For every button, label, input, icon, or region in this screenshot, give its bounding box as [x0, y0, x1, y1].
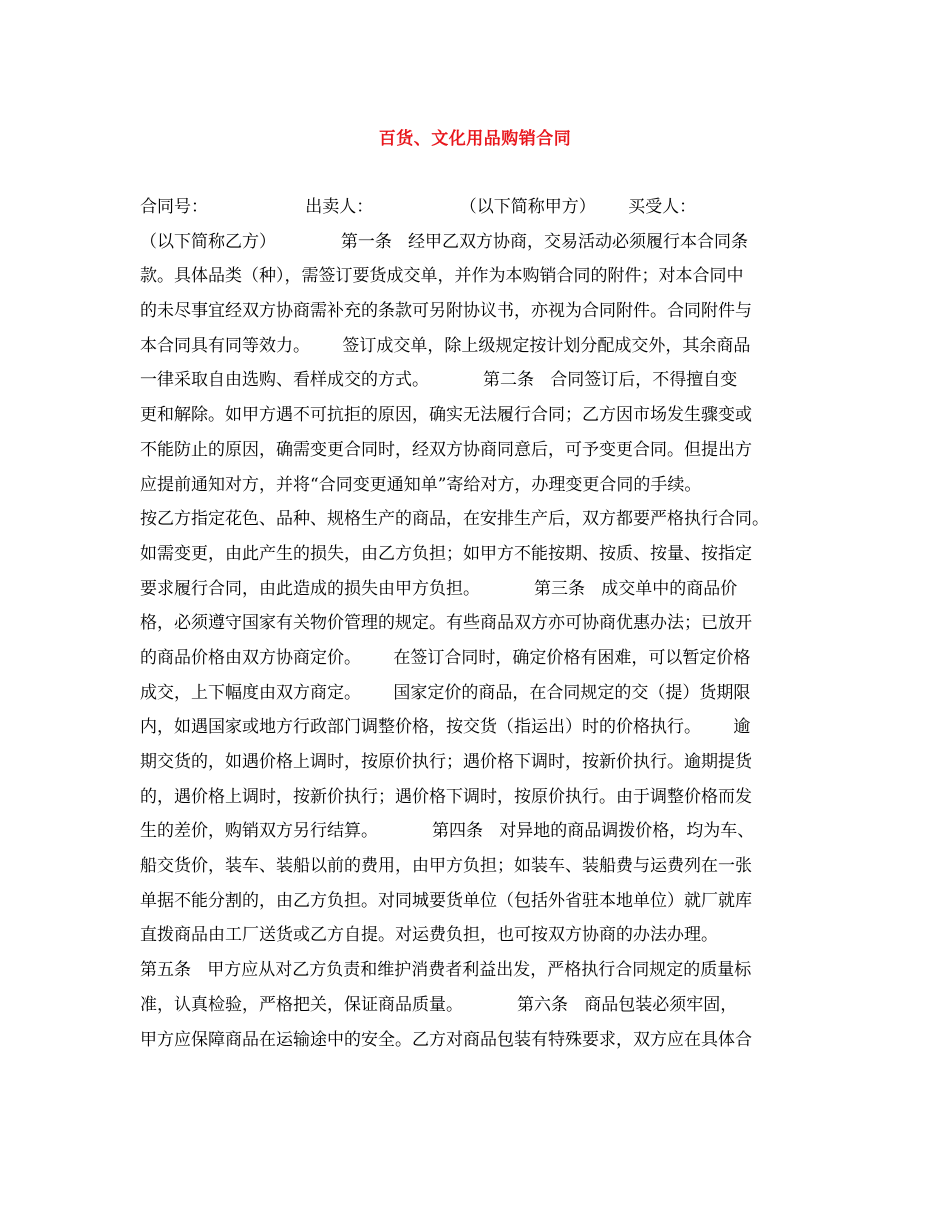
- text-line: 应提前通知对方，并将“合同变更通知单”寄给对方，办理变更合同的手续。: [140, 474, 702, 495]
- text-line: 如需变更，由此产生的损失，由乙方负担；如甲方不能按期、按质、按量、按指定: [140, 543, 752, 564]
- document-body: [140, 190, 820, 1057]
- text-line: 的商品价格由双方协商定价。 在签订合同时，确定价格有困难，可以暂定价格: [140, 647, 751, 668]
- document-title: 百货、文化用品购销合同: [378, 129, 572, 149]
- text-line: 期交货的，如遇价格上调时，按原价执行；遇价格下调时，按新价执行。逾期提货: [140, 752, 752, 772]
- text-line: 的，遇价格上调时，按新价执行；遇价格下调时，按原价执行。由于调整价格而发: [140, 786, 752, 807]
- text-line: 不能防止的原因，确需变更合同时，经双方协商同意后，可予变更合同。但提出方: [140, 439, 752, 460]
- text-line: 一律采取自由选购、看样成交的方式。 第二条 合同签订后，不得擅自变: [140, 370, 738, 391]
- text-line: 款。具体品类（种），需签订要货成交单，并作为本购销合同的附件；对本合同中: [140, 266, 744, 287]
- text-line: 更和解除。如甲方遇不可抗拒的原因，确实无法履行合同；乙方因市场发生骤变或: [140, 405, 752, 426]
- text-line: （以下简称乙方） 第一条 经甲乙双方协商，交易活动必须履行本合同条: [140, 231, 749, 252]
- text-line: 成交，上下幅度由双方商定。 国家定价的商品，在合同规定的交（提）货期限: [140, 682, 751, 703]
- text-line: 直拨商品由工厂送货或乙方自提。对运费负担，也可按双方协商的办法办理。: [140, 925, 718, 946]
- text-line: 甲方应保障商品在运输途中的安全。乙方对商品包装有特殊要求，双方应在具体合: [140, 1029, 752, 1050]
- text-line: 生的差价，购销双方另行结算。 第四条 对异地的商品调拨价格，均为车、: [140, 821, 755, 842]
- text-line: 合同号： 出卖人： （以下简称甲方） 买受人：: [140, 197, 697, 217]
- text-line: 要求履行合同，由此造成的损失由甲方负担。 第三条 成交单中的商品价: [140, 578, 738, 599]
- text-line: 船交货价，装车、装船以前的费用，由甲方负担；如装车、装船费与运费列在一张: [140, 856, 752, 877]
- text-line: 第五条 甲方应从对乙方负责和维护消费者利益出发，严格执行合同规定的质量标: [140, 960, 752, 981]
- text-line: 单据不能分割的，由乙方负担。对同城要货单位（包括外省驻本地单位）就厂就库: [140, 890, 752, 911]
- text-line: 的未尽事宜经双方协商需补充的条款可另附协议书，亦视为合同附件。合同附件与: [140, 301, 752, 322]
- text-line: 准，认真检验，严格把关，保证商品质量。 第六条 商品包装必须牢固，: [140, 994, 738, 1015]
- text-line: 按乙方指定花色、品种、规格生产的商品，在安排生产后，双方都要严格执行合同。: [140, 509, 769, 530]
- text-line: 内，如遇国家或地方行政部门调整价格，按交货（指运出）时的价格执行。 逾: [140, 717, 751, 738]
- text-line: 本合同具有同等效力。 签订成交单，除上级规定按计划分配成交外，其余商品: [140, 335, 751, 356]
- text-line: 格，必须遵守国家有关物价管理的规定。有些商品双方亦可协商优惠办法；已放开: [140, 613, 752, 634]
